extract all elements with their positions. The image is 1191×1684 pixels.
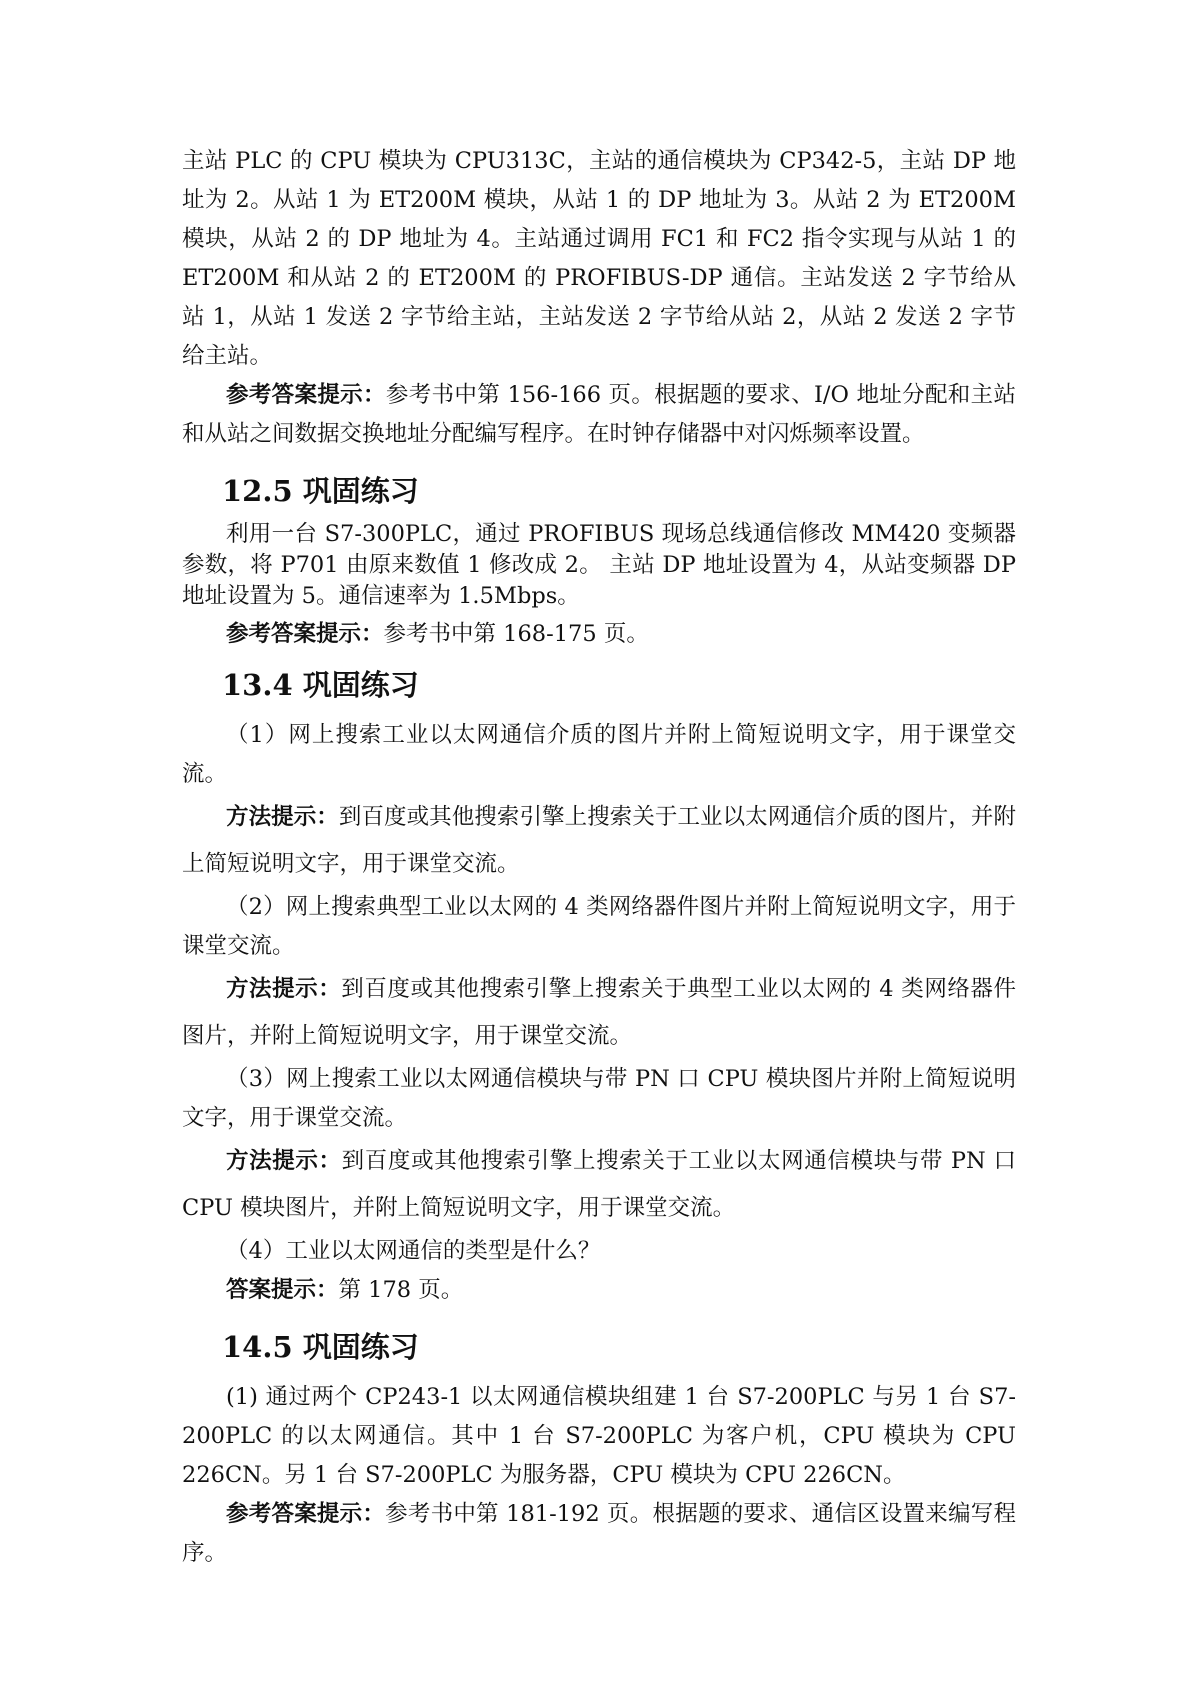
method-label: 方法提示： (226, 1148, 342, 1174)
section-heading-14-5: 14.5 巩固练习 (222, 1330, 419, 1364)
hint-text: 参考书中第 168-175 页。 (383, 621, 649, 647)
section-heading-13-4: 13.4 巩固练习 (222, 668, 419, 702)
method-text: 到百度或其他搜索引擎上搜索关于工业以太网通信介质的图片，并附上简短说明文字，用于课堂交流。 (182, 804, 1016, 877)
s13-4-method-2 (182, 966, 1016, 1060)
s13-4-method-3 (182, 1138, 1016, 1232)
section-heading-12-5: 12.5 巩固练习 (222, 474, 419, 508)
document-page (182, 142, 1016, 1573)
hint-label: 参考答案提示： (226, 621, 384, 647)
intro-hint (182, 376, 1016, 454)
hint-text: 参考书中第 181-192 页。根据题的要求、通信区设置来编写程序。 (182, 1501, 1016, 1566)
method-text: 到百度或其他搜索引擎上搜索关于典型工业以太网的 4 类网络器件图片，并附上简短说明文字，用于课堂交流。 (182, 976, 1016, 1049)
s13-4-question-1: （1）网上搜索工业以太网通信介质的图片并附上简短说明文字，用于课堂交流。 (182, 722, 1016, 787)
s14-5-question-1: (1) 通过两个 CP243-1 以太网通信模块组建 1 台 S7-200PLC 与另 1 台 S7-200PLC 的以太网通信。其中 1 台 S7-200PLC 为客户机，CPU 模块为 CPU 226CN。另 1 台 S7-200PLC 为服务器，CPU 模块为 CPU 226CN。 (182, 1384, 1016, 1488)
hint-label: 参考答案提示： (226, 1501, 386, 1527)
method-label: 方法提示： (226, 976, 342, 1002)
answer-label: 答案提示： (226, 1277, 339, 1303)
method-label: 方法提示： (226, 804, 339, 830)
s12-5-paragraph: 利用一台 S7-300PLC，通过 PROFIBUS 现场总线通信修改 MM420 变频器参数，将 P701 由原来数值 1 修改成 2。 主站 DP 地址设置为 4，从站变频器 DP 地址设置为 5。通信速率为 1.5Mbps。 (182, 521, 1016, 609)
answer-text: 第 178 页。 (338, 1277, 464, 1303)
intro-paragraph: 主站 PLC 的 CPU 模块为 CPU313C，主站的通信模块为 CP342-5，主站 DP 地址为 2。从站 1 为 ET200M 模块，从站 1 的 DP 地址为 3。从站 2 为 ET200M 模块，从站 2 的 DP 地址为 4。主站通过调用 FC1 和 FC2 指令实现与从站 1 的 ET200M 和从站 2 的 ET200M 的 PROFIBUS-DP 通信。主站发送 2 字节给从站 1，从站 1 发送 2 字节给主站，主站发送 2 字节给从站 2，从站 2 发送 2 字节给主站。 (182, 148, 1016, 369)
s13-4-question-4: （4）工业以太网通信的类型是什么？ (226, 1238, 601, 1264)
hint-label: 参考答案提示： (226, 382, 386, 408)
s13-4-question-2: （2）网上搜索典型工业以太网的 4 类网络器件图片并附上简短说明文字，用于课堂交流。 (182, 894, 1016, 959)
s13-4-question-3: （3）网上搜索工业以太网通信模块与带 PN 口 CPU 模块图片并附上简短说明文字，用于课堂交流。 (182, 1066, 1016, 1131)
s13-4-answer-4 (182, 1271, 1016, 1310)
s14-5-hint (182, 1495, 1016, 1573)
hint-text: 参考书中第 156-166 页。根据题的要求、I/O 地址分配和主站和从站之间数据交换地址分配编写程序。在时钟存储器中对闪烁频率设置。 (182, 382, 1016, 447)
method-text: 到百度或其他搜索引擎上搜索关于工业以太网通信模块与带 PN 口 CPU 模块图片，并附上简短说明文字，用于课堂交流。 (182, 1148, 1016, 1221)
s12-5-hint (182, 615, 1016, 654)
s13-4-method-1 (182, 794, 1016, 888)
